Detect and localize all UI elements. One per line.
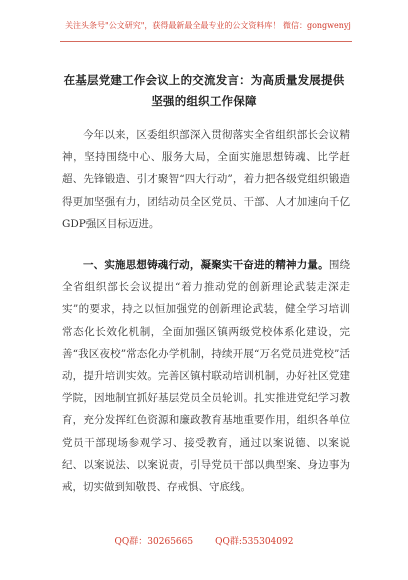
header-divider (60, 41, 352, 42)
footer-qq-group-2: QQ群:535304092 (215, 537, 294, 547)
header-banner: 关注头条号"公文研究"，获得最新最全最专业的公文资料库！ 微信：gongwenyj (65, 21, 351, 30)
section-body: 围绕全省组织部长会议提出“着力推动党的创新理论武装走深走实”的要求，持之以恒加强党的创新理论武装，健全学习培训常态化长效化机制，全面加强区镇两级党校体系化建设，完善“我区夜校”常态化办学机制，持续开展“万名党员进党校”活动，提升培训实效。完善区镇村联动培训机制，办好社区党建学院，因地制宜抓好基层党员全员轮训。扎实推进党纪学习教育，充分发挥红色资源和廉政教育基地重要作用，组织各单位党员干部现场参观学习、接受教育，通过以案说德、以案说纪、以案说法、以案说责，引导党员干部以典型案、身边事为戒，切实做到知敬畏、存戒惧、守底线。 (62, 259, 350, 494)
footer-qq-group-1: QQ群：30265665 (114, 537, 194, 547)
section-heading: 一、实施思想铸魂行动，凝聚实干奋进的精神力量。 (83, 259, 329, 271)
document-title: 在基层党建工作会议上的交流发言：为高质量发展提供坚强的组织工作保障 (63, 73, 345, 108)
body-paragraph-1: 今年以来，区委组织部深入贯彻落实全省组织部长会议精神，坚持围绕中心、服务大局，全面实施思想铸魂、比学赶超、先锋锻造、引才聚智“四大行动”，着力把各级党组织锻造得更加坚强有力，团结动员全区党员、干部、人才加速向千亿GDP强区目标迈进。 (62, 129, 350, 230)
footer-contact (0, 534, 408, 547)
body-paragraph-2 (62, 254, 350, 498)
